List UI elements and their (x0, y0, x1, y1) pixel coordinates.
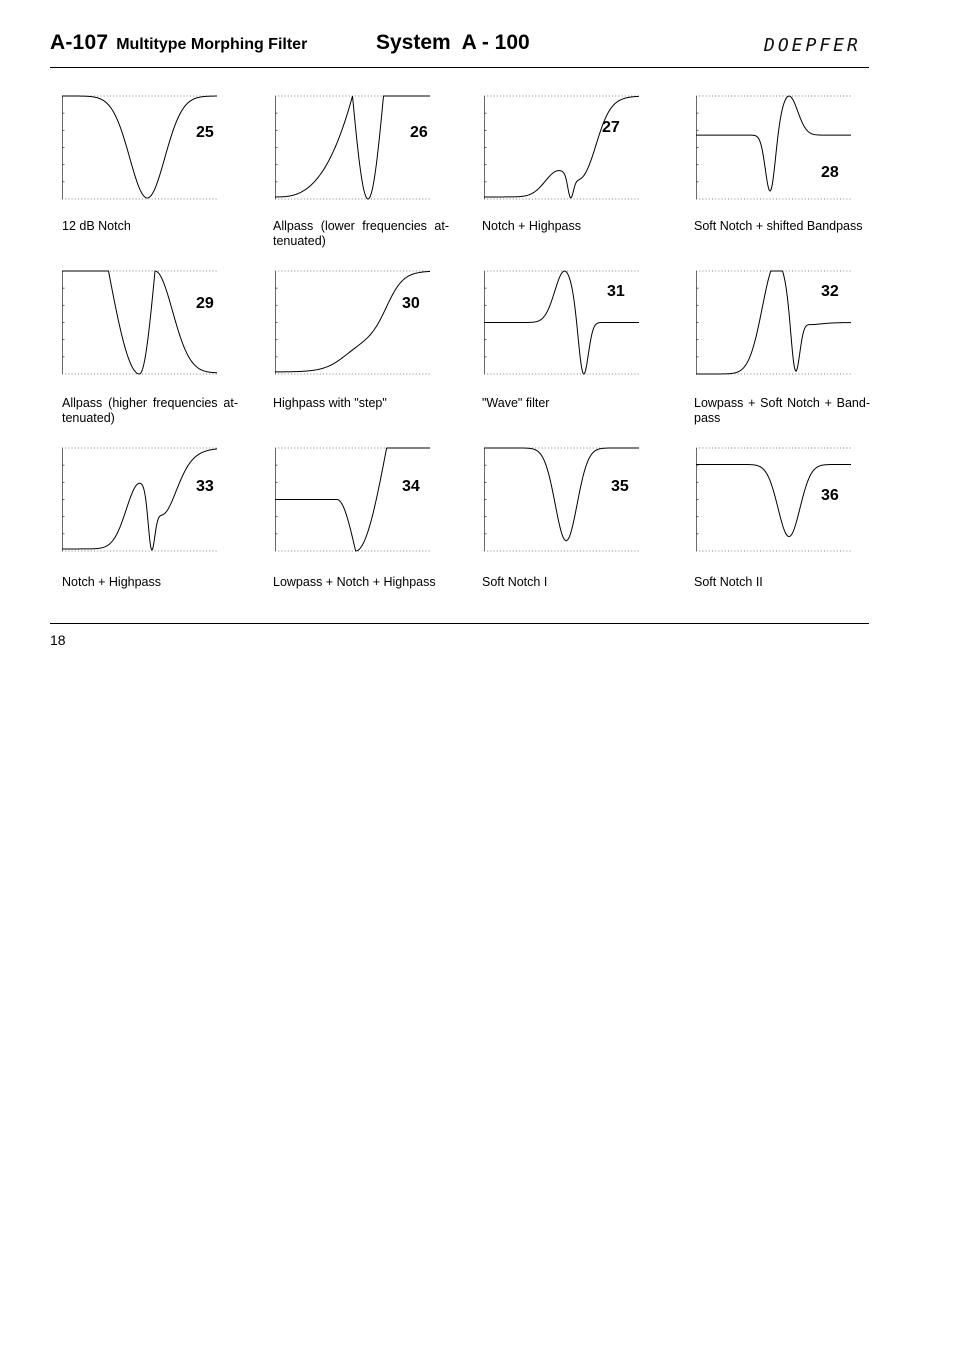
filter-response-plot (696, 448, 876, 568)
figure-caption: Highpass with "step" (273, 396, 387, 410)
figure-number: 32 (821, 283, 839, 300)
figure-number: 36 (821, 487, 839, 504)
system-title: System A - 100 (376, 31, 530, 54)
figure-number: 29 (196, 295, 214, 312)
filter-response-plot (484, 448, 664, 568)
figure-caption: Notch + Highpass (482, 219, 582, 233)
page-number: 18 (50, 632, 66, 648)
response-curve (275, 96, 430, 199)
header-rule (50, 67, 869, 68)
figure-number: 25 (196, 124, 214, 141)
figure-caption: Soft Notch II (694, 575, 763, 589)
response-curve (62, 271, 217, 374)
filter-response-plot (62, 271, 242, 391)
model-name: A-107 (50, 31, 109, 54)
figure-caption: Lowpass + Soft Notch + Band-pass (694, 396, 870, 425)
figure-caption: Notch + Highpass (62, 575, 162, 589)
figure-caption: "Wave" filter (482, 396, 550, 410)
figure-caption: Soft Notch + shifted Bandpass (694, 219, 863, 233)
module-subtitle: Multitype Morphing Filter (116, 36, 308, 53)
response-curve-chart (696, 96, 857, 205)
response-curve (275, 271, 430, 371)
brand-logo: DOEPFER (764, 35, 861, 56)
filter-response-plot (275, 96, 455, 216)
response-curve-chart (275, 96, 436, 205)
figure-number: 35 (611, 478, 629, 495)
figure-number: 34 (402, 478, 420, 495)
response-curve (62, 96, 217, 198)
response-curve-chart (62, 271, 223, 380)
figure-caption: Allpass (lower frequencies at-tenuated) (273, 219, 449, 248)
footer-rule (50, 623, 869, 624)
figure-number: 31 (607, 283, 625, 300)
response-curve-chart (484, 448, 645, 557)
filter-response-plot (484, 271, 664, 391)
filter-response-plot (62, 96, 242, 216)
figure-number: 28 (821, 164, 839, 181)
filter-response-plot (62, 448, 242, 568)
response-curve (484, 96, 639, 197)
filter-response-plot (696, 96, 876, 216)
response-curve-chart (62, 96, 223, 205)
filter-response-plot (275, 271, 455, 391)
figure-number: 30 (402, 295, 420, 312)
response-curve-chart (484, 96, 645, 205)
figure-caption: Lowpass + Notch + Highpass (273, 575, 436, 589)
figure-caption: 12 dB Notch (62, 219, 131, 233)
figure-caption: Soft Notch I (482, 575, 548, 589)
figure-number: 27 (602, 119, 620, 136)
filter-response-plot (275, 448, 455, 568)
response-curve (62, 449, 217, 550)
figure-number: 33 (196, 478, 214, 495)
figure-caption: Allpass (higher frequencies at-tenuated) (62, 396, 238, 425)
response-curve (275, 448, 430, 551)
response-curve-chart (275, 271, 436, 380)
module-title (50, 31, 307, 55)
filter-response-plot (696, 271, 876, 391)
response-curve-chart (275, 448, 436, 557)
response-curve-chart (62, 448, 223, 557)
figure-number: 26 (410, 124, 428, 141)
filter-response-plot (484, 96, 664, 216)
